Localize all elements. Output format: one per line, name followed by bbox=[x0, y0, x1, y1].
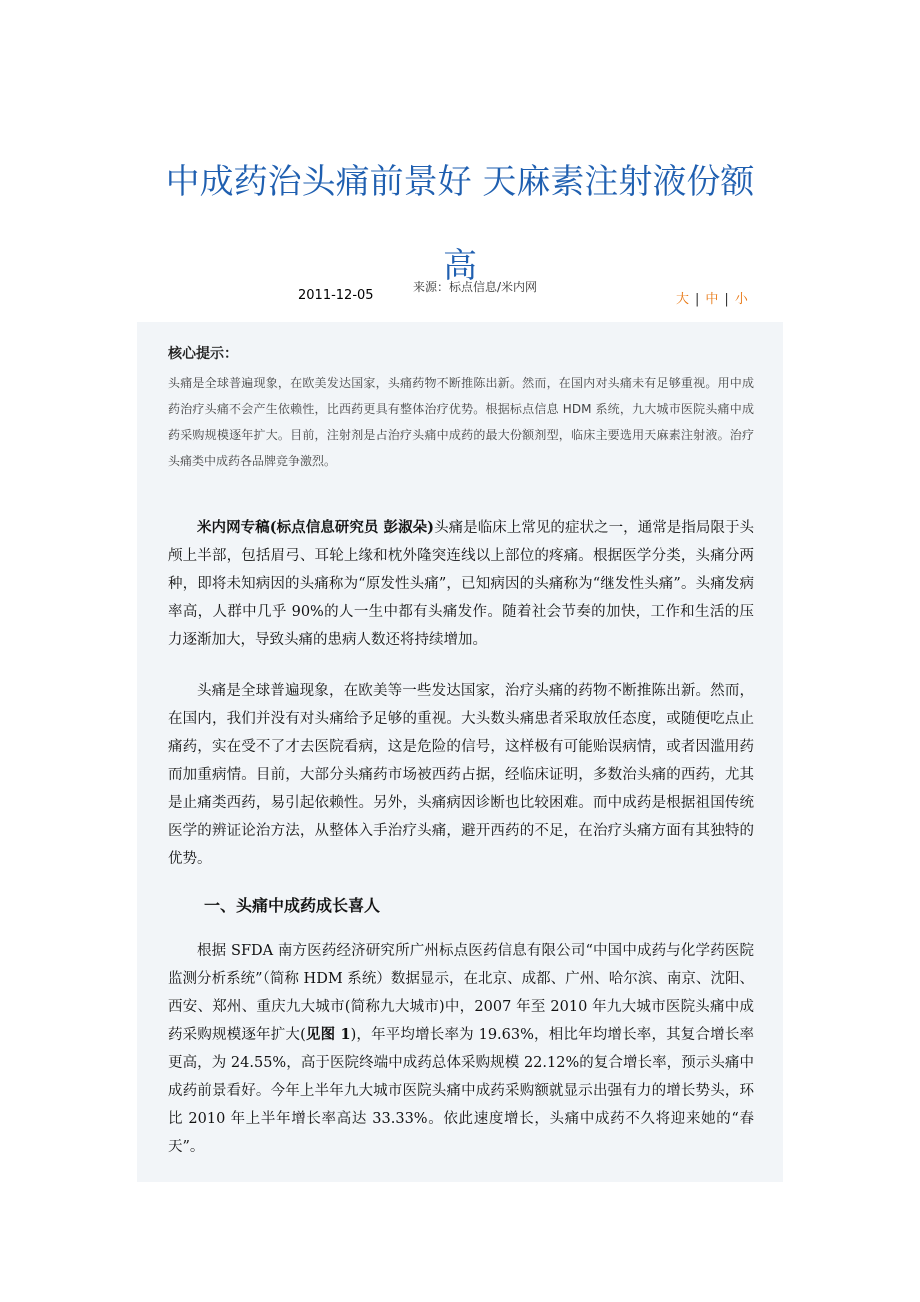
article-source: 来源：标点信息/米内网 bbox=[413, 280, 538, 294]
separator: | bbox=[724, 292, 729, 307]
section-heading: 一、头痛中成药成长喜人 bbox=[204, 896, 381, 915]
paragraph-2: 头痛是全球普遍现象，在欧美等一些发达国家，治疗头痛的药物不断推陈出新。然而，在国内，我们并没有对头痛给予足够的重视。大头数头痛患者采取放任态度，或随便吃点止痛药，实在受不了才去医院看病，这是危险的信号，这样极有可能贻误病情，或者因滥用药而加重病情。目前，大部分头痛药市场被西药占据，经临床证明，多数治头痛的西药，尤其是止痛类西药，易引起依赖性。另外，头痛病因诊断也比较困难。而中成药是根据祖国传统医学的辨证论治方法，从整体入手治疗头痛，避开西药的不足，在治疗头痛方面有其独特的优势。 bbox=[168, 683, 754, 867]
separator: | bbox=[695, 292, 700, 307]
figure-reference: 见图 1 bbox=[305, 1026, 351, 1043]
font-size-medium-link[interactable]: 中 bbox=[705, 292, 719, 307]
font-size-large-link[interactable]: 大 bbox=[676, 292, 690, 307]
paragraph-3-text-b: )，年平均增长率为 19.63%，相比年均增长率，其复合增长率更高，为 24.55%，高于医院终端中成药总体采购规模 22.12%的复合增长率，预示头痛中成药前景看好。今年上半年九大城市医院头痛中成药采购额就显示出强有力的增长势头，环比 2010 年上半年增长率高达 33.33%。依此速度增长，头痛中成药不久将迎来她的“春天”。 bbox=[168, 1027, 754, 1155]
summary-text: 头痛是全球普遍现象，在欧美发达国家，头痛药物不断推陈出新。然而，在国内对头痛未有足够重视。用中成药治疗头痛不会产生依赖性，比西药更具有整体治疗优势。根据标点信息 HDM 系统，九大城市医院头痛中成药采购规模逐年扩大。目前，注射剂是占治疗头痛中成药的最大份额剂型，临床主要选用天麻素注射液。治疗头痛类中成药各品牌竞争激烈。 bbox=[168, 376, 754, 468]
byline: 米内网专稿(标点信息研究员 彭淑朵) bbox=[197, 519, 435, 536]
font-size-small-link[interactable]: 小 bbox=[734, 292, 748, 307]
paragraph-3 bbox=[168, 937, 754, 1161]
paragraph-3-text-a: 根据 SFDA 南方医药经济研究所广州标点医药信息有限公司“中国中成药与化学药医院监测分析系统”（简称 HDM 系统）数据显示，在北京、成都、广州、哈尔滨、南京、沈阳、西安、郑州、重庆九大城市(简称九大城市)中，2007 年至 2010 年九大城市医院头痛中成药采购规模逐年扩大( bbox=[168, 943, 754, 1043]
paragraph-1-text: 头痛是临床上常见的症状之一，通常是指局限于头颅上半部，包括眉弓、耳轮上缘和枕外隆突连线以上部位的疼痛。根据医学分类，头痛分两种，即将未知病因的头痛称为“原发性头痛”，已知病因的头痛称为“继发性头痛”。头痛发病率高，人群中几乎 90%的人一生中都有头痛发作。随着社会节奏的加快，工作和生活的压力逐渐加大，导致头痛的患病人数还将持续增加。 bbox=[168, 520, 754, 648]
font-size-switcher bbox=[676, 288, 748, 307]
summary-heading: 核心提示： bbox=[168, 346, 238, 362]
paragraph-1 bbox=[168, 514, 754, 654]
publish-date: 2011-12-05 bbox=[298, 288, 374, 303]
article-title: 中成药治头痛前景好 天麻素注射液份额高 bbox=[165, 162, 755, 286]
